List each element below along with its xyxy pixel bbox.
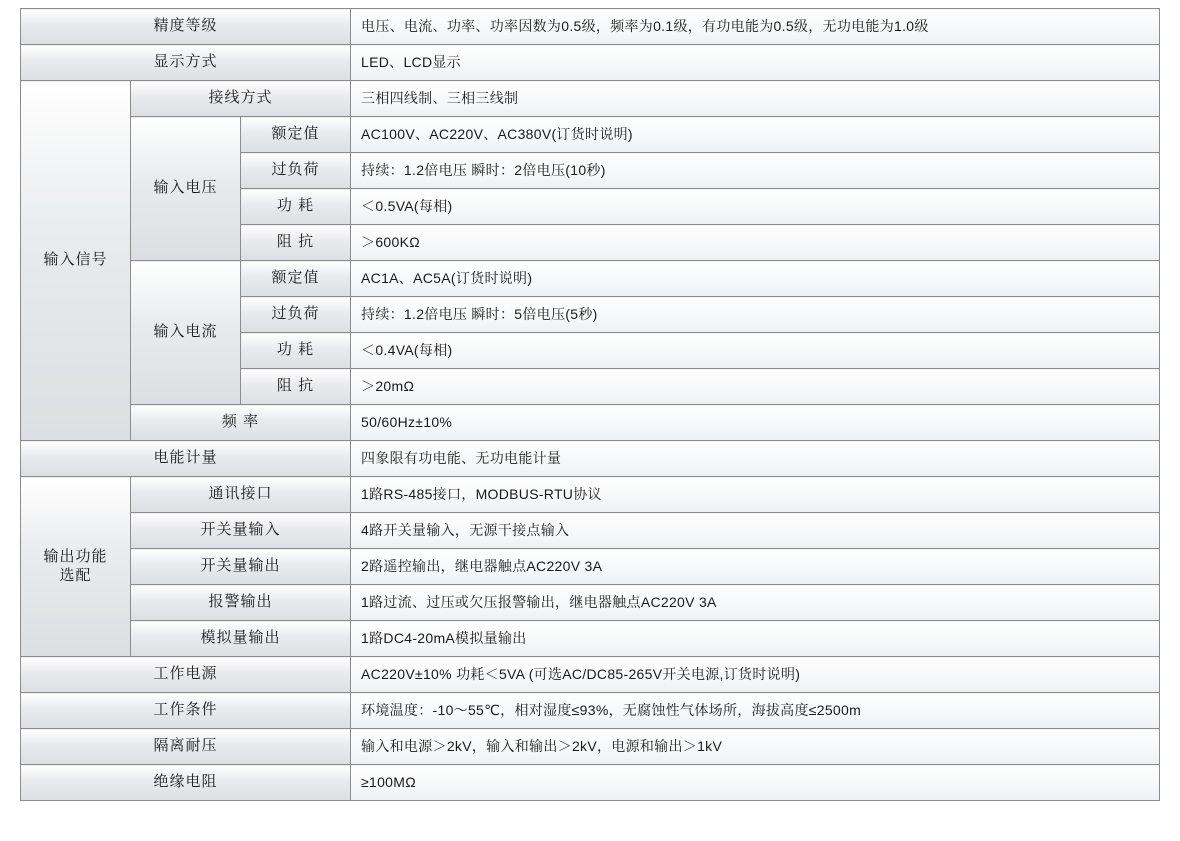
table-row [21,693,1160,729]
row-label-power-supply: 工作电源 [21,657,351,693]
row-value-current-impedance: ＞20mΩ [351,369,1160,405]
group-label-input-current: 输入电流 [131,261,241,405]
row-label-operating-conditions: 工作条件 [21,693,351,729]
row-label-energy-metering: 电能计量 [21,441,351,477]
row-label-current-impedance: 阻 抗 [241,369,351,405]
table-row [21,729,1160,765]
row-value-voltage-rated: AC100V、AC220V、AC380V(订货时说明) [351,117,1160,153]
table-row [21,477,1160,513]
row-label-wiring: 接线方式 [131,81,351,117]
row-label-do: 开关量输出 [131,549,351,585]
table-row [21,441,1160,477]
row-value-do: 2路遥控输出，继电器触点AC220V 3A [351,549,1160,585]
row-label-accuracy: 精度等级 [21,9,351,45]
row-label-current-overload: 过负荷 [241,297,351,333]
row-value-operating-conditions: 环境温度：-10～55℃，相对湿度≤93%，无腐蚀性气体场所，海拔高度≤2500m [351,693,1160,729]
row-value-current-overload: 持续：1.2倍电压 瞬时：5倍电压(5秒) [351,297,1160,333]
row-label-current-rated: 额定值 [241,261,351,297]
row-value-wiring: 三相四线制、三相三线制 [351,81,1160,117]
output-function-line1: 输出功能 [43,547,108,565]
row-value-frequency: 50/60Hz±10% [351,405,1160,441]
row-label-voltage-power: 功 耗 [241,189,351,225]
row-label-voltage-overload: 过负荷 [241,153,351,189]
specification-table [20,8,1160,801]
row-value-alarm-output: 1路过流、过压或欠压报警输出，继电器触点AC220V 3A [351,585,1160,621]
table-row [21,765,1160,801]
row-value-current-rated: AC1A、AC5A(订货时说明) [351,261,1160,297]
row-label-analog-output: 模拟量输出 [131,621,351,657]
row-value-comm-interface: 1路RS-485接口，MODBUS-RTU协议 [351,477,1160,513]
row-label-di: 开关量输入 [131,513,351,549]
spec-sheet [0,8,1180,841]
table-row [21,9,1160,45]
row-value-power-supply: AC220V±10% 功耗＜5VA (可选AC/DC85-265V开关电源,订货时说明) [351,657,1160,693]
row-value-insulation-resistance: ≥100MΩ [351,765,1160,801]
row-value-di: 4路开关量输入，无源干接点输入 [351,513,1160,549]
row-label-isolation-voltage: 隔离耐压 [21,729,351,765]
table-row [21,513,1160,549]
row-label-comm-interface: 通讯接口 [131,477,351,513]
table-row [21,657,1160,693]
table-row [21,585,1160,621]
group-label-output-function [21,477,131,657]
table-row [21,117,1160,153]
row-value-voltage-power: ＜0.5VA(每相) [351,189,1160,225]
table-row [21,45,1160,81]
row-label-insulation-resistance: 绝缘电阻 [21,765,351,801]
table-row [21,81,1160,117]
row-value-voltage-impedance: ＞600KΩ [351,225,1160,261]
table-row [21,405,1160,441]
row-label-current-power: 功 耗 [241,333,351,369]
row-value-analog-output: 1路DC4-20mA模拟量输出 [351,621,1160,657]
table-row [21,261,1160,297]
row-value-voltage-overload: 持续：1.2倍电压 瞬时：2倍电压(10秒) [351,153,1160,189]
row-value-isolation-voltage: 输入和电源＞2kV，输入和输出＞2kV，电源和输出＞1kV [351,729,1160,765]
row-label-display: 显示方式 [21,45,351,81]
table-row [21,621,1160,657]
group-label-input-voltage: 输入电压 [131,117,241,261]
row-value-accuracy: 电压、电流、功率、功率因数为0.5级，频率为0.1级，有功电能为0.5级，无功电能为1.0级 [351,9,1160,45]
row-label-voltage-impedance: 阻 抗 [241,225,351,261]
output-function-line2: 选配 [59,566,92,584]
row-value-current-power: ＜0.4VA(每相) [351,333,1160,369]
row-label-frequency: 频 率 [131,405,351,441]
group-label-input-signal: 输入信号 [21,81,131,441]
row-label-alarm-output: 报警输出 [131,585,351,621]
row-label-voltage-rated: 额定值 [241,117,351,153]
row-value-display: LED、LCD显示 [351,45,1160,81]
row-value-energy-metering: 四象限有功电能、无功电能计量 [351,441,1160,477]
table-row [21,549,1160,585]
